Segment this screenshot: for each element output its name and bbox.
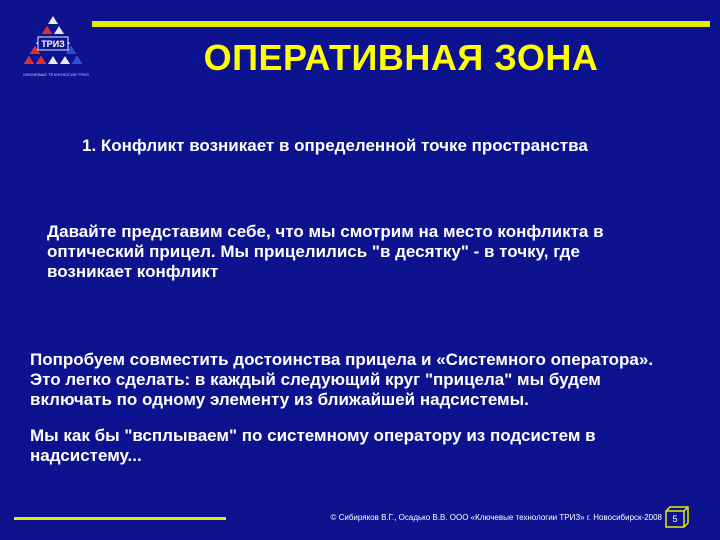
paragraph-3-line: Попробуем совместить достоинства прицела и «Системного оператора». [30, 350, 654, 369]
paragraph-3-line: включать по одному элементу из ближайшей надсистемы. [30, 390, 529, 409]
triz-logo-icon [14, 14, 92, 74]
paragraph-2-line: оптический прицел. Мы прицелились "в десятку" - в точку, где [47, 242, 580, 261]
paragraph-4-line: Мы как бы "всплываем" по системному оператору из подсистем в [30, 426, 596, 445]
paragraph-3 [30, 350, 653, 410]
triz-logo [14, 14, 92, 78]
page-number: 5 [672, 514, 678, 524]
paragraph-3-line: Это легко сделать: в каждый следующий круг "прицела" мы будем [30, 370, 601, 389]
paragraph-2-line: возникает конфликт [47, 262, 219, 281]
title-rule [92, 21, 710, 27]
paragraph-2-line: Давайте представим себе, что мы смотрим на место конфликта в [47, 222, 604, 241]
logo-caption: КЛЮЧЕВЫЕ ТЕХНОЛОГИИ ТРИЗ [23, 72, 89, 77]
paragraph-4 [30, 426, 596, 466]
slide-title: ОПЕРАТИВНАЯ ЗОНА [203, 37, 599, 78]
footer-rule [14, 517, 226, 520]
logo-text: ТРИЗ [41, 39, 65, 49]
paragraph-4-line: надсистему... [30, 446, 142, 465]
point-1: 1. Конфликт возникает в определенной точке пространства [82, 136, 588, 155]
footer-copyright: © Сибиряков В.Г., Осадько В.В. ООО «Ключевые технологии ТРИЗ» г. Новосибирск-2008 [330, 513, 662, 522]
paragraph-2 [47, 222, 604, 282]
